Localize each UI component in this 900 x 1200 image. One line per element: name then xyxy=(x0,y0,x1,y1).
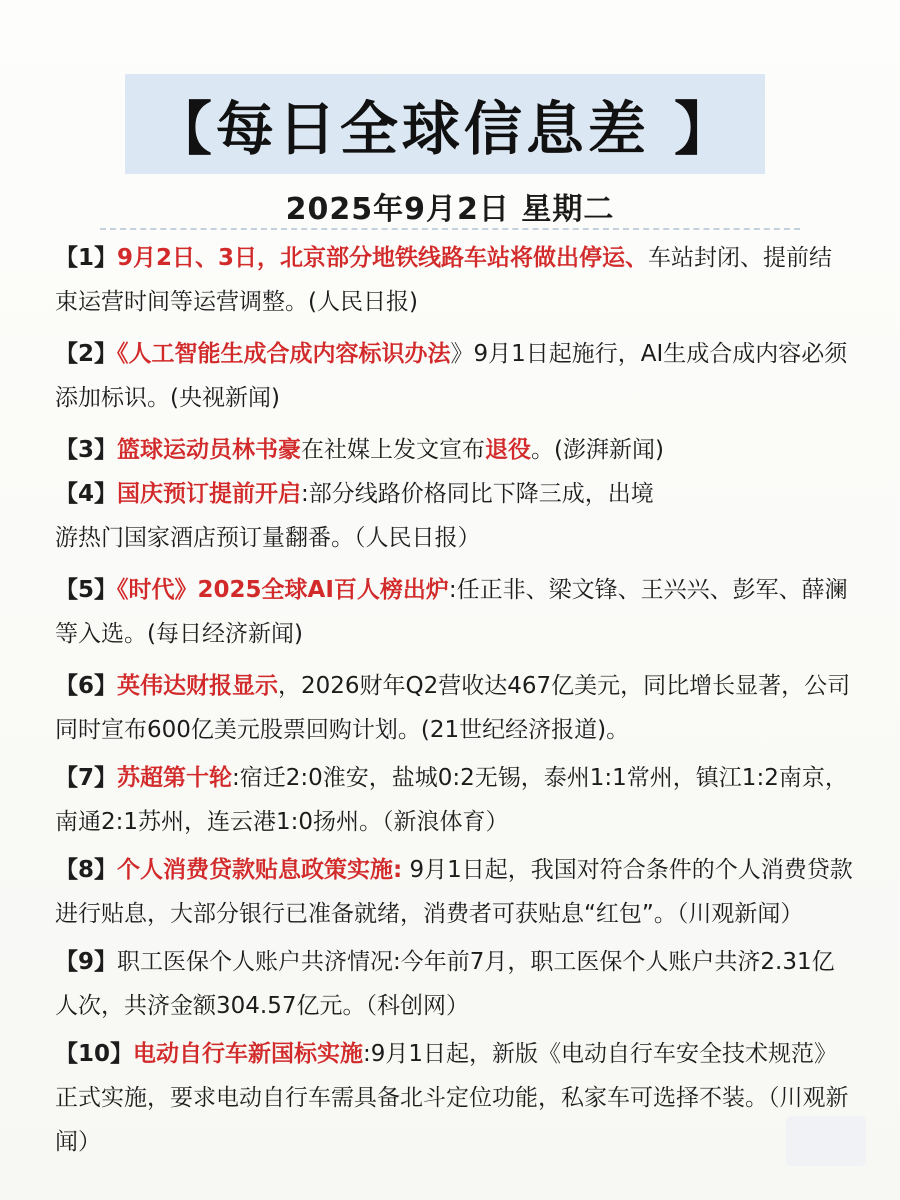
news-item-7 xyxy=(55,756,855,844)
news-item-number: 【4】 xyxy=(55,481,118,507)
date-line: 2025年9月2日 星期二 xyxy=(285,192,615,227)
news-item-2 xyxy=(55,332,855,420)
news-item-text: 职工医保个人账户共济情况:今年前7月，职工医保个人账户共济2.31亿人次，共济金额304.57亿元。（科创网） xyxy=(55,949,835,1019)
news-item-5 xyxy=(55,568,855,656)
news-item-number: 【7】 xyxy=(55,765,118,791)
news-list xyxy=(55,236,855,1164)
page-title: 【每日全球信息差 】 xyxy=(153,95,737,163)
news-item-text: :宿迁2:0淮安，盐城0:2无锡，泰州1:1常州，镇江1:2南京，南通2:1苏州，连云港1:0扬州。（新浪体育） xyxy=(55,765,848,835)
news-item-highlight: 国庆预订提前开启 xyxy=(117,481,302,507)
news-item-number: 【9】 xyxy=(55,949,118,975)
news-item-number: 【8】 xyxy=(55,857,118,883)
news-item-highlight: 英伟达财报显示 xyxy=(117,673,279,699)
news-item-number: 【10】 xyxy=(55,1041,134,1067)
news-item-text: :9月1日起，新版《电动自行车安全技术规范》正式实施，要求电动自行车需具备北斗定位功能，私家车可选择不装。（川观新闻） xyxy=(55,1041,849,1155)
news-item-highlight: 《人工智能生成合成内容标识办法 xyxy=(117,341,451,367)
news-item-text: ，2026财年Q2营收达467亿美元，同比增长显著，公司同时宣布600亿美元股票回购计划。(21世纪经济报道)。 xyxy=(55,673,851,743)
news-item-highlight: 苏超第十轮 xyxy=(117,765,233,791)
news-item-1 xyxy=(55,236,855,324)
news-item-highlight: 篮球运动员林书豪 xyxy=(117,437,302,463)
date-divider xyxy=(100,228,800,230)
news-item-text: :任正非、梁文锋、王兴兴、彭军、薛澜等入选。(每日经济新闻) xyxy=(55,577,848,647)
news-item-3 xyxy=(55,428,855,472)
news-item-highlight: 个人消费贷款贴息政策实施: xyxy=(117,857,403,883)
news-item-number: 【2】 xyxy=(55,341,118,367)
news-item-highlight-2: 退役 xyxy=(485,437,532,463)
news-item-number: 【6】 xyxy=(55,673,118,699)
news-item-highlight: 9月2日、3日，北京部分地铁线路车站将做出停运、 xyxy=(117,245,649,271)
news-item-text: 车站封闭、提前结束运营时间等运营调整。(人民日报) xyxy=(55,245,833,315)
news-item-9 xyxy=(55,940,855,1028)
news-item-text: 9月1日起，我国对符合条件的个人消费贷款进行贴息，大部分银行已准备就绪，消费者可获贴息“红包”。（川观新闻） xyxy=(55,857,853,927)
news-item-8 xyxy=(55,848,855,936)
news-item-text-2: 。(澎湃新闻) xyxy=(531,437,664,463)
news-item-number: 【1】 xyxy=(55,245,118,271)
title-banner xyxy=(125,74,765,174)
watermark-blur xyxy=(786,1116,866,1166)
news-item-6 xyxy=(55,664,855,752)
news-item-text-2: 游热门国家酒店预订量翻番。（人民日报） xyxy=(55,525,481,551)
news-item-number: 【3】 xyxy=(55,437,118,463)
news-item-10 xyxy=(55,1032,855,1164)
news-item-4 xyxy=(55,472,855,560)
news-item-number: 【5】 xyxy=(55,577,118,603)
news-item-highlight: 电动自行车新国标实施 xyxy=(133,1041,364,1067)
news-item-text: 》9月1日起施行，AI生成合成内容必须添加标识。(央视新闻) xyxy=(55,341,848,411)
news-item-text: 在社媒上发文宣布 xyxy=(301,437,486,463)
news-item-text: :部分线路价格同比下降三成，出境 xyxy=(301,481,654,507)
news-item-highlight: 《时代》2025全球AI百人榜出炉 xyxy=(117,577,449,603)
